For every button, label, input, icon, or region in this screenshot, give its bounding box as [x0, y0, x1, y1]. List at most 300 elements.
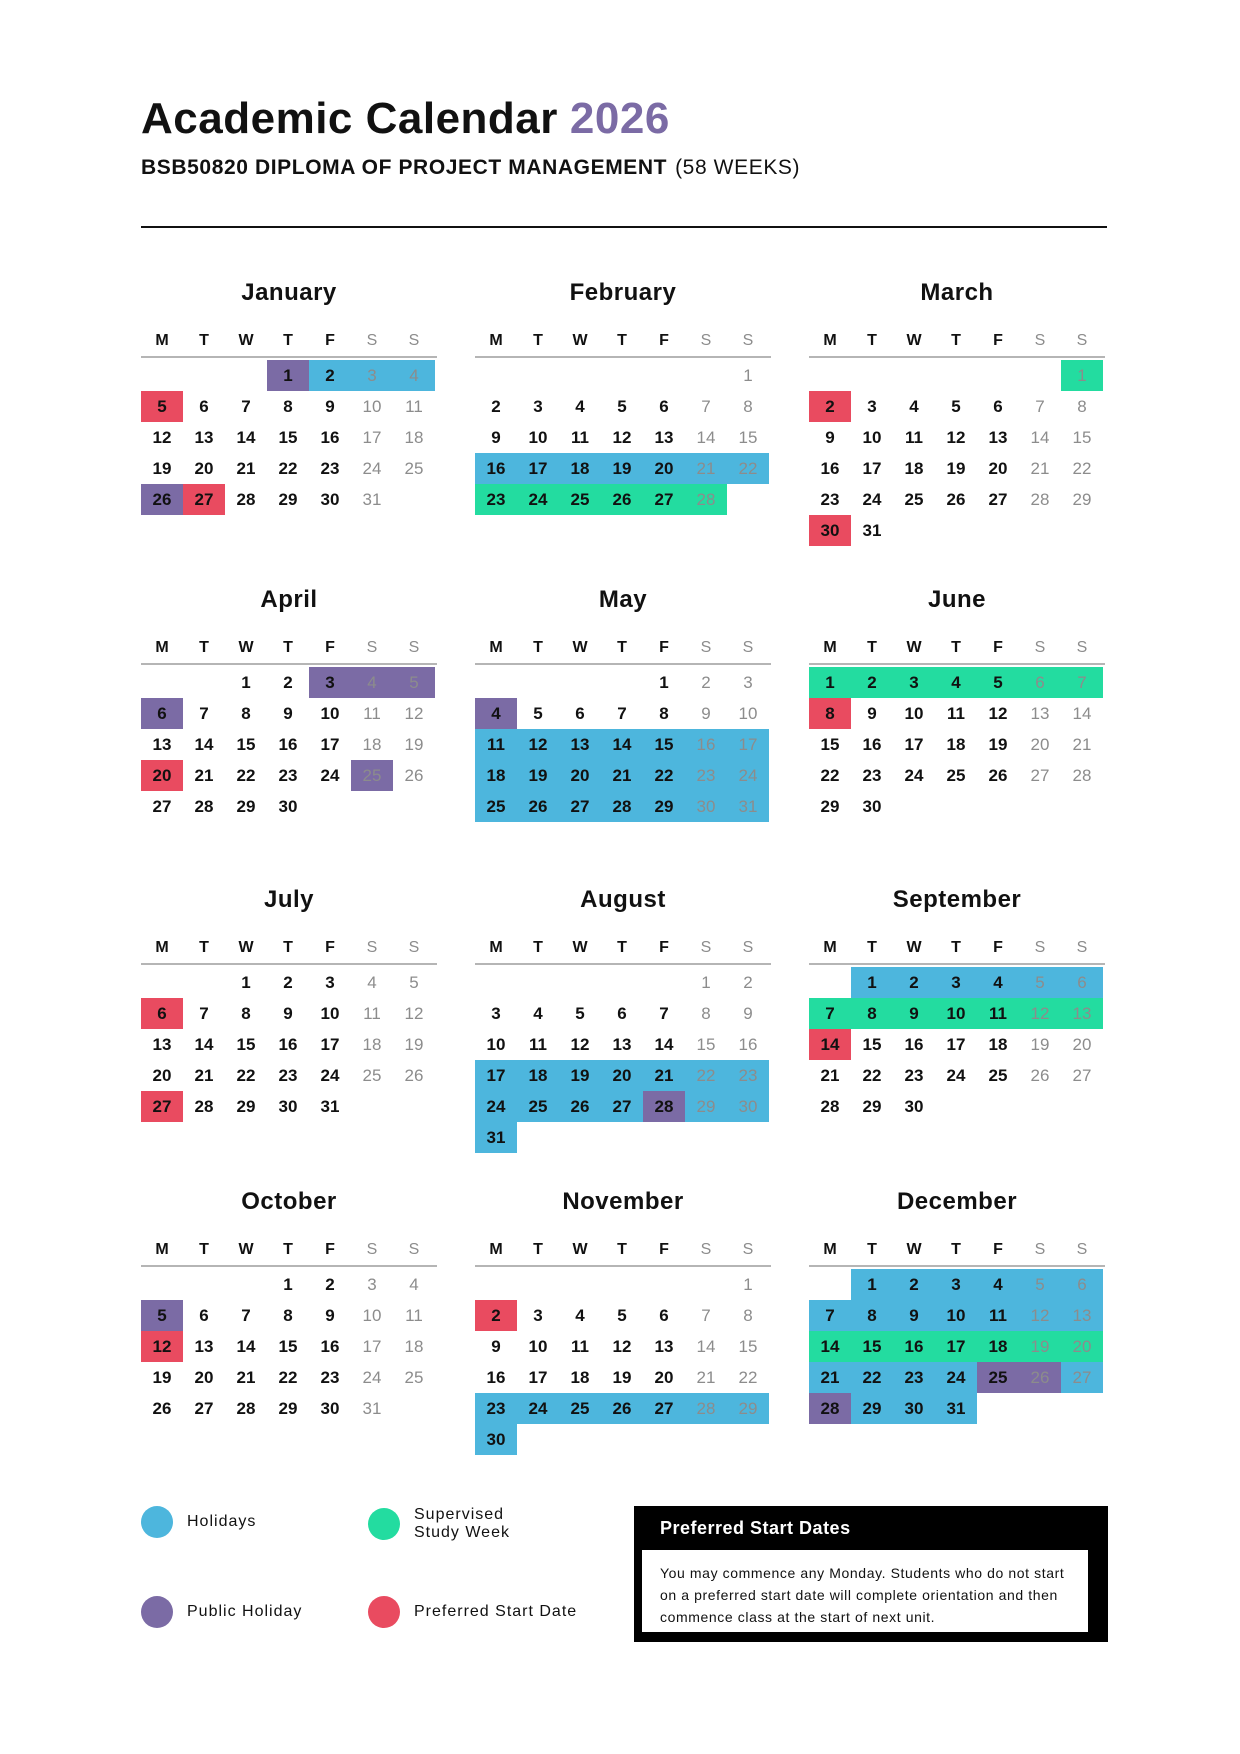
day-cell: 24 [935, 1362, 977, 1393]
day-cell: 1 [659, 673, 669, 692]
day-cell: 11 [363, 1004, 381, 1023]
day-cell: 9 [491, 428, 501, 447]
day-grid [809, 360, 1105, 546]
day-cell: 10 [935, 1300, 977, 1331]
weekday-label: T [533, 332, 543, 349]
month-name: September [892, 886, 1022, 913]
day-cell: 18 [559, 453, 601, 484]
day-cell: 4 [367, 973, 377, 992]
day-cell: 28 [194, 797, 214, 816]
weekday-label: S [408, 332, 420, 349]
day-cell: 3 [367, 1275, 377, 1294]
day-cell: 17 [362, 1337, 382, 1356]
empty-cell [141, 667, 183, 698]
day-cell: 31 [362, 490, 382, 509]
day-cell: 30 [475, 1424, 517, 1455]
course-code: BSB50820 DIPLOMA OF PROJECT MANAGEMENT [141, 156, 668, 179]
day-cell: 27 [1072, 1066, 1092, 1085]
day-cell: 4 [977, 1269, 1019, 1300]
empty-cell [183, 360, 225, 391]
day-cell: 11 [905, 428, 923, 447]
day-cell: 27 [559, 791, 601, 822]
weekday-label: S [700, 939, 712, 956]
weekday-label: W [572, 939, 588, 956]
day-cell: 3 [533, 1306, 543, 1325]
weekday-label: S [366, 332, 378, 349]
day-grid [475, 360, 771, 515]
day-cell: 6 [993, 397, 1003, 416]
day-cell: 12 [988, 704, 1008, 723]
weekday-label: S [1034, 939, 1046, 956]
day-cell: 3 [935, 967, 977, 998]
day-cell: 13 [152, 1035, 172, 1054]
empty-cell [517, 360, 559, 391]
month-name: May [598, 586, 648, 613]
day-cell: 13 [152, 735, 172, 754]
day-cell: 23 [862, 766, 882, 785]
day-cell: 7 [701, 397, 711, 416]
day-cell: 27 [1061, 1362, 1103, 1393]
day-cell: 17 [862, 459, 882, 478]
day-cell: 11 [571, 1337, 589, 1356]
weekday-label: F [993, 332, 1003, 349]
empty-cell [643, 967, 685, 998]
day-cell: 8 [241, 1004, 251, 1023]
day-cell: 22 [862, 1066, 882, 1085]
weekday-label: T [283, 639, 293, 656]
empty-cell [475, 967, 517, 998]
empty-cell [559, 667, 601, 698]
day-cell: 2 [809, 391, 851, 422]
day-cell: 7 [701, 1306, 711, 1325]
day-cell: 3 [533, 397, 543, 416]
legend-holidays [141, 1506, 256, 1538]
month-name: July [263, 886, 315, 913]
day-cell: 8 [659, 704, 669, 723]
day-cell: 24 [727, 760, 769, 791]
empty-cell [851, 360, 893, 391]
day-cell: 8 [809, 698, 851, 729]
day-cell: 10 [320, 704, 340, 723]
empty-cell [183, 667, 225, 698]
day-grid [141, 360, 437, 515]
day-cell: 13 [1061, 1300, 1103, 1331]
day-cell: 19 [1030, 1035, 1050, 1054]
day-cell: 21 [194, 766, 214, 785]
day-cell: 8 [743, 397, 753, 416]
day-cell: 12 [570, 1035, 590, 1054]
legend-study-week-label: Supervised Study Week [414, 1506, 510, 1541]
empty-cell [517, 667, 559, 698]
preferred-start-dates-box [634, 1506, 1108, 1642]
weekday-label: M [489, 939, 503, 956]
empty-cell [517, 1269, 559, 1300]
day-cell: 30 [278, 1097, 298, 1116]
day-cell: 13 [612, 1035, 632, 1054]
day-cell: 26 [946, 490, 966, 509]
day-cell: 30 [685, 791, 727, 822]
course-duration: (58 WEEKS) [675, 156, 801, 179]
weekday-label: W [906, 939, 922, 956]
day-cell: 6 [575, 704, 585, 723]
weekday-label: T [867, 1241, 877, 1258]
page-title [141, 95, 670, 143]
weekday-label: T [283, 1241, 293, 1258]
day-cell: 18 [404, 1337, 424, 1356]
weekday-label: W [572, 1241, 588, 1258]
day-cell: 11 [529, 1035, 547, 1054]
day-cell: 11 [947, 704, 965, 723]
day-cell: 6 [141, 998, 183, 1029]
weekday-label: W [572, 639, 588, 656]
day-cell: 2 [325, 1275, 335, 1294]
day-cell: 27 [152, 797, 172, 816]
month-may [475, 585, 771, 822]
weekday-label: W [238, 332, 254, 349]
day-cell: 21 [236, 1368, 256, 1387]
title-text: Academic Calendar [141, 94, 558, 143]
day-cell: 16 [862, 735, 882, 754]
day-cell: 12 [517, 729, 559, 760]
day-cell: 30 [727, 1091, 769, 1122]
month-august [475, 885, 771, 1153]
preferred-box-title: Preferred Start Dates [660, 1518, 851, 1538]
day-cell: 27 [988, 490, 1008, 509]
day-cell: 30 [320, 490, 340, 509]
weekday-header [809, 1239, 1105, 1267]
empty-cell [809, 360, 851, 391]
course-subtitle [141, 155, 800, 180]
day-cell: 22 [278, 459, 298, 478]
weekday-label: T [867, 332, 877, 349]
day-cell: 18 [977, 1331, 1019, 1362]
day-cell: 13 [194, 428, 214, 447]
empty-cell [601, 667, 643, 698]
day-cell: 6 [617, 1004, 627, 1023]
weekday-header [475, 330, 771, 358]
day-cell: 29 [862, 1097, 882, 1116]
day-cell: 2 [893, 967, 935, 998]
day-cell: 6 [199, 397, 209, 416]
day-cell: 5 [617, 1306, 627, 1325]
day-cell: 7 [199, 704, 209, 723]
weekday-label: W [572, 332, 588, 349]
day-cell: 6 [1061, 1269, 1103, 1300]
day-cell: 17 [528, 1368, 548, 1387]
day-cell: 12 [152, 428, 172, 447]
day-cell: 28 [809, 1393, 851, 1424]
day-cell: 4 [475, 698, 517, 729]
day-cell: 15 [851, 1331, 893, 1362]
weekday-label: T [617, 1241, 627, 1258]
day-cell: 20 [152, 1066, 172, 1085]
day-cell: 15 [862, 1035, 882, 1054]
day-cell: 4 [533, 1004, 543, 1023]
day-grid [141, 667, 437, 822]
day-cell: 20 [559, 760, 601, 791]
weekday-header [141, 330, 437, 358]
day-cell: 22 [643, 760, 685, 791]
weekday-label: S [1034, 332, 1046, 349]
day-cell: 24 [517, 1393, 559, 1424]
day-cell: 23 [904, 1066, 924, 1085]
day-cell: 25 [351, 760, 393, 791]
day-cell: 9 [491, 1337, 501, 1356]
day-cell: 18 [362, 1035, 382, 1054]
day-cell: 7 [809, 998, 851, 1029]
weekday-label: S [742, 1241, 754, 1258]
empty-cell [601, 360, 643, 391]
day-cell: 14 [809, 1331, 851, 1362]
day-cell: 2 [851, 667, 893, 698]
weekday-label: W [238, 939, 254, 956]
weekday-label: W [238, 1241, 254, 1258]
month-april [141, 585, 437, 822]
day-cell: 22 [278, 1368, 298, 1387]
day-cell: 29 [685, 1091, 727, 1122]
day-cell: 9 [283, 704, 293, 723]
legend-public-holiday [141, 1596, 302, 1628]
day-cell: 16 [738, 1035, 758, 1054]
day-cell: 19 [1019, 1331, 1061, 1362]
day-cell: 1 [283, 1275, 293, 1294]
day-cell: 27 [1030, 766, 1050, 785]
day-cell: 2 [475, 1300, 517, 1331]
weekday-label: M [823, 939, 837, 956]
day-cell: 19 [946, 459, 966, 478]
weekday-label: T [533, 1241, 543, 1258]
empty-cell [601, 967, 643, 998]
day-cell: 13 [559, 729, 601, 760]
weekday-label: T [617, 939, 627, 956]
weekday-label: F [659, 1241, 669, 1258]
month-october [141, 1187, 437, 1424]
day-cell: 10 [362, 397, 382, 416]
day-cell: 31 [935, 1393, 977, 1424]
day-cell: 30 [904, 1097, 924, 1116]
weekday-label: M [155, 639, 169, 656]
day-cell: 9 [325, 397, 335, 416]
day-cell: 1 [743, 366, 753, 385]
weekday-label: T [617, 332, 627, 349]
day-cell: 18 [362, 735, 382, 754]
day-cell: 8 [851, 998, 893, 1029]
day-cell: 1 [1061, 360, 1103, 391]
day-cell: 1 [241, 673, 251, 692]
day-cell: 24 [517, 484, 559, 515]
day-cell: 30 [862, 797, 882, 816]
weekday-label: T [617, 639, 627, 656]
day-cell: 15 [278, 1337, 298, 1356]
day-cell: 5 [951, 397, 961, 416]
day-cell: 6 [199, 1306, 209, 1325]
day-cell: 27 [183, 484, 225, 515]
day-cell: 9 [867, 704, 877, 723]
day-cell: 11 [405, 1306, 423, 1325]
weekday-label: W [906, 332, 922, 349]
empty-cell [475, 1269, 517, 1300]
day-cell: 20 [1061, 1331, 1103, 1362]
day-cell: 13 [988, 428, 1008, 447]
day-cell: 25 [404, 1368, 424, 1387]
day-cell: 3 [491, 1004, 501, 1023]
day-cell: 1 [851, 967, 893, 998]
weekday-label: W [238, 639, 254, 656]
day-cell: 24 [475, 1091, 517, 1122]
day-cell: 9 [743, 1004, 753, 1023]
day-grid [141, 967, 437, 1122]
day-cell: 7 [659, 1004, 669, 1023]
weekday-label: M [155, 939, 169, 956]
day-cell: 10 [528, 428, 548, 447]
day-cell: 12 [404, 704, 424, 723]
day-cell: 28 [601, 791, 643, 822]
weekday-label: T [283, 332, 293, 349]
weekday-label: T [951, 939, 961, 956]
day-grid [141, 1269, 437, 1424]
day-cell: 7 [241, 397, 251, 416]
study-week-dot-icon [368, 1508, 400, 1540]
day-cell: 28 [820, 1097, 840, 1116]
weekday-label: T [199, 332, 209, 349]
day-grid [809, 1269, 1105, 1424]
weekday-label: T [199, 1241, 209, 1258]
day-cell: 14 [696, 1337, 716, 1356]
day-cell: 12 [612, 1337, 632, 1356]
day-cell: 25 [977, 1362, 1019, 1393]
day-cell: 12 [612, 428, 632, 447]
weekday-label: S [408, 639, 420, 656]
weekday-header [809, 330, 1105, 358]
weekday-header [141, 1239, 437, 1267]
day-cell: 28 [236, 490, 256, 509]
day-cell: 17 [320, 1035, 340, 1054]
day-cell: 31 [727, 791, 769, 822]
day-grid [809, 667, 1105, 822]
legend-public-holiday-label: Public Holiday [187, 1603, 303, 1621]
weekday-label: S [366, 939, 378, 956]
day-cell: 24 [320, 1066, 340, 1085]
empty-cell [685, 360, 727, 391]
empty-cell [517, 967, 559, 998]
day-cell: 31 [475, 1122, 517, 1153]
day-cell: 22 [236, 1066, 256, 1085]
day-cell: 21 [1072, 735, 1092, 754]
month-name: December [896, 1188, 1018, 1215]
day-cell: 15 [738, 1337, 758, 1356]
empty-cell [1019, 360, 1061, 391]
day-cell: 2 [283, 973, 293, 992]
day-cell: 24 [362, 459, 382, 478]
day-cell: 8 [701, 1004, 711, 1023]
day-cell: 8 [283, 1306, 293, 1325]
day-cell: 4 [909, 397, 919, 416]
weekday-label: T [533, 639, 543, 656]
day-cell: 6 [141, 698, 183, 729]
day-grid [475, 967, 771, 1153]
day-cell: 13 [654, 1337, 674, 1356]
day-cell: 17 [946, 1035, 966, 1054]
day-cell: 11 [475, 729, 517, 760]
preferred-box-inner [640, 1548, 1090, 1634]
day-cell: 20 [654, 1368, 674, 1387]
day-cell: 16 [278, 735, 298, 754]
day-cell: 17 [517, 453, 559, 484]
day-grid [475, 667, 771, 822]
day-cell: 29 [727, 1393, 769, 1424]
day-cell: 2 [893, 1269, 935, 1300]
day-cell: 21 [685, 453, 727, 484]
day-cell: 20 [988, 459, 1008, 478]
day-cell: 22 [727, 453, 769, 484]
day-cell: 14 [809, 1029, 851, 1060]
day-cell: 22 [738, 1368, 758, 1387]
day-cell: 15 [738, 428, 758, 447]
legend-start-date [368, 1596, 577, 1628]
day-cell: 4 [409, 1275, 419, 1294]
day-cell: 6 [1061, 967, 1103, 998]
day-cell: 15 [236, 1035, 256, 1054]
day-cell: 8 [283, 397, 293, 416]
day-cell: 12 [1019, 1300, 1061, 1331]
day-cell: 20 [141, 760, 183, 791]
day-cell: 25 [404, 459, 424, 478]
day-cell: 10 [362, 1306, 382, 1325]
day-cell: 7 [809, 1300, 851, 1331]
weekday-label: M [823, 639, 837, 656]
day-cell: 27 [643, 1393, 685, 1424]
day-cell: 18 [946, 735, 966, 754]
day-cell: 7 [241, 1306, 251, 1325]
day-cell: 18 [517, 1060, 559, 1091]
day-cell: 1 [267, 360, 309, 391]
day-cell: 19 [404, 735, 424, 754]
month-january [141, 278, 437, 515]
day-cell: 27 [141, 1091, 183, 1122]
empty-cell [893, 360, 935, 391]
weekday-header [141, 637, 437, 665]
empty-cell [559, 360, 601, 391]
weekday-header [475, 1239, 771, 1267]
day-cell: 21 [194, 1066, 214, 1085]
month-february [475, 278, 771, 515]
day-cell: 6 [659, 397, 669, 416]
day-cell: 22 [820, 766, 840, 785]
day-cell: 24 [862, 490, 882, 509]
month-name: November [562, 1188, 684, 1215]
day-cell: 10 [320, 1004, 340, 1023]
day-cell: 26 [404, 766, 424, 785]
day-cell: 13 [1061, 998, 1103, 1029]
day-cell: 26 [601, 1393, 643, 1424]
day-cell: 29 [236, 797, 256, 816]
weekday-label: M [489, 639, 503, 656]
weekday-label: F [325, 939, 335, 956]
day-cell: 24 [362, 1368, 382, 1387]
header-divider [141, 226, 1107, 228]
weekday-label: T [867, 639, 877, 656]
day-cell: 4 [935, 667, 977, 698]
day-cell: 23 [893, 1362, 935, 1393]
weekday-label: T [199, 639, 209, 656]
day-cell: 19 [152, 1368, 172, 1387]
day-cell: 17 [935, 1331, 977, 1362]
day-cell: 19 [559, 1060, 601, 1091]
day-cell: 15 [696, 1035, 716, 1054]
day-cell: 29 [278, 1399, 298, 1418]
day-cell: 11 [405, 397, 423, 416]
day-cell: 23 [727, 1060, 769, 1091]
